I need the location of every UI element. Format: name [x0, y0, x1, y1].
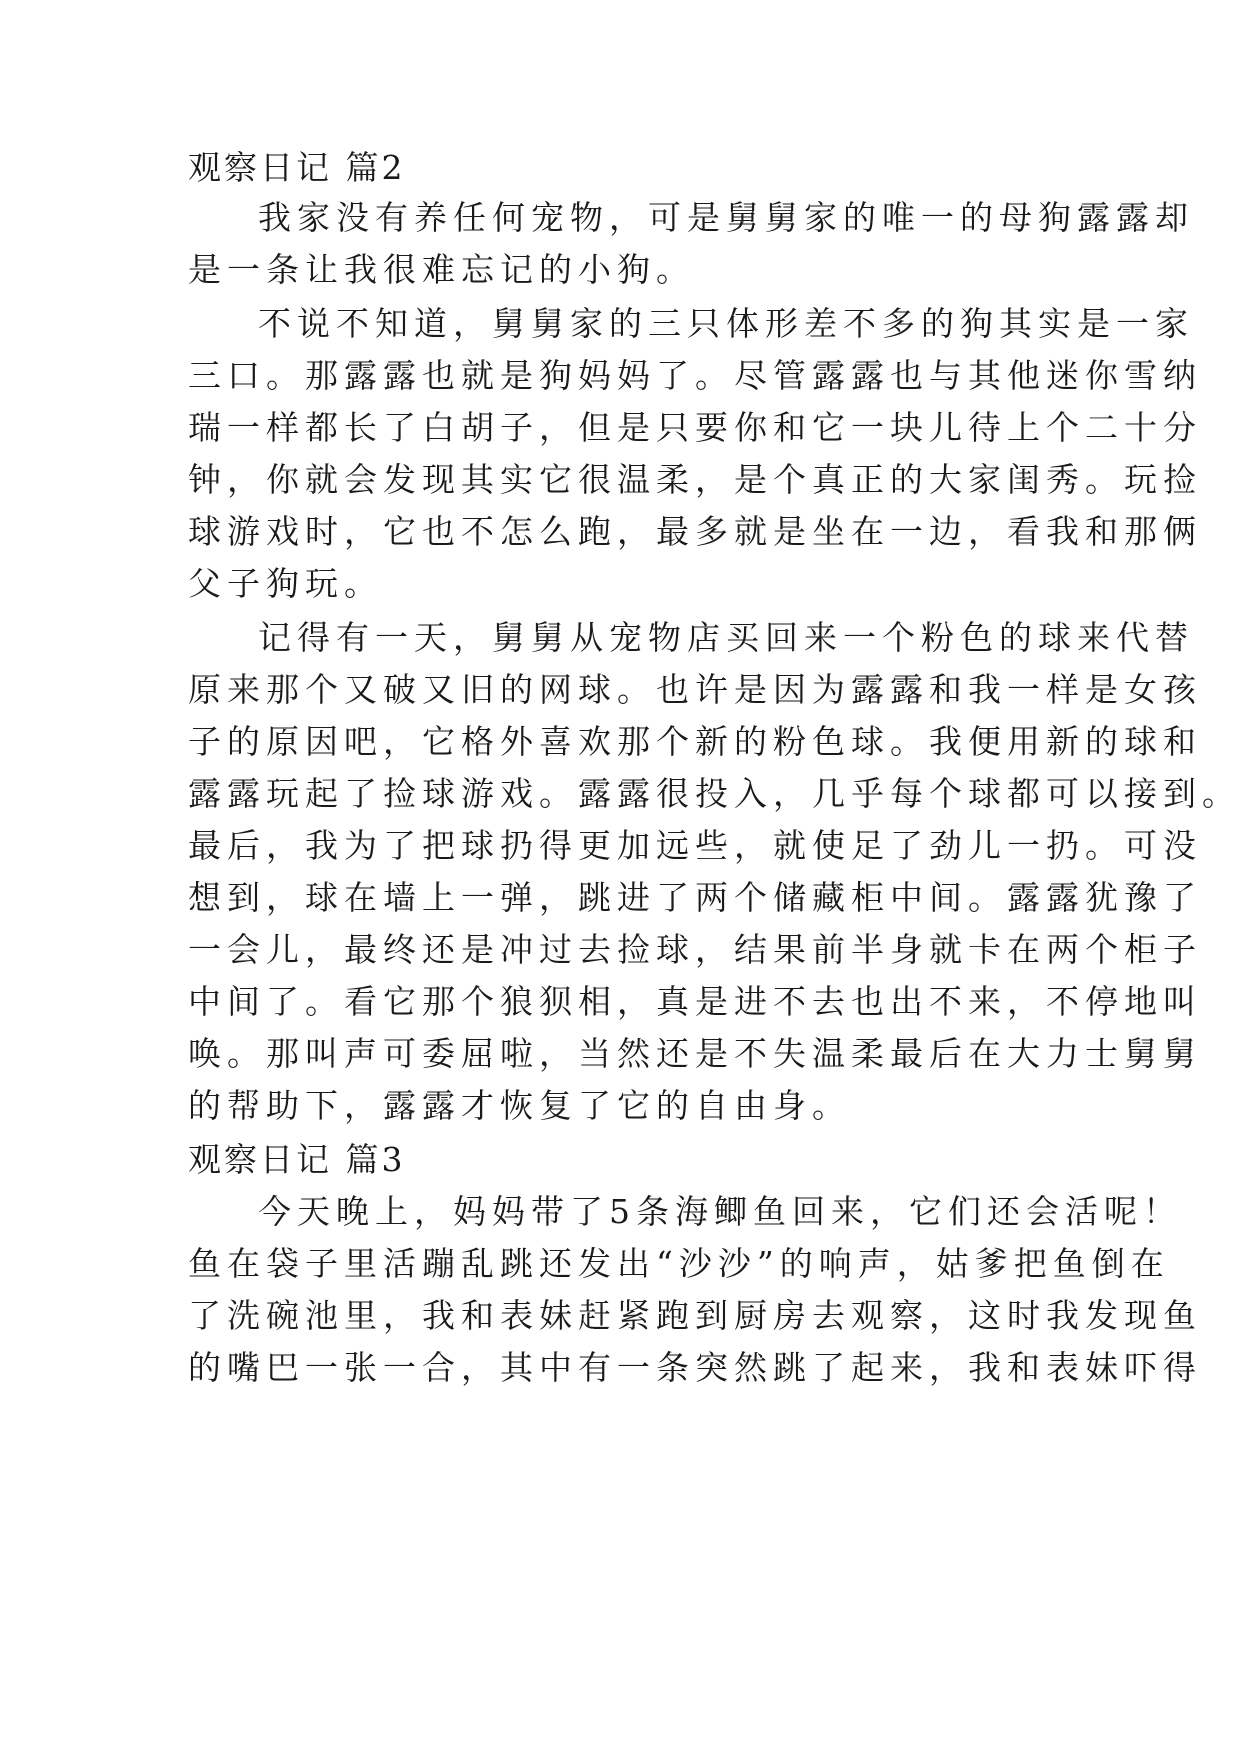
paragraph-line: 的帮助下，露露才恢复了它的自由身。: [188, 1086, 851, 1125]
paragraph-line: 今天晚上，妈妈带了5条海鲫鱼回来，它们还会活呢！: [258, 1192, 1182, 1231]
section-heading: 观察日记 篇3: [188, 1140, 406, 1179]
paragraph-line: 是一条让我很难忘记的小狗。: [188, 250, 695, 289]
paragraph-line: 子的原因吧，它格外喜欢那个新的粉色球。我便用新的球和: [188, 722, 1202, 761]
paragraph-line: 父子狗玩。: [188, 564, 383, 603]
paragraph-line: 钟，你就会发现其实它很温柔，是个真正的大家闺秀。玩捡: [188, 460, 1202, 499]
paragraph-line: 了洗碗池里，我和表妹赶紧跑到厨房去观察，这时我发现鱼: [188, 1296, 1202, 1335]
paragraph-line: 不说不知道，舅舅家的三只体形差不多的狗其实是一家: [258, 304, 1194, 343]
paragraph-line: 想到，球在墙上一弹，跳进了两个储藏柜中间。露露犹豫了: [188, 878, 1202, 917]
paragraph-line: 瑞一样都长了白胡子，但是只要你和它一块儿待上个二十分: [188, 408, 1202, 447]
paragraph-line: 的嘴巴一张一合，其中有一条突然跳了起来，我和表妹吓得: [188, 1348, 1202, 1387]
paragraph-line: 原来那个又破又旧的网球。也许是因为露露和我一样是女孩: [188, 670, 1202, 709]
paragraph-line: 球游戏时，它也不怎么跑，最多就是坐在一边，看我和那俩: [188, 512, 1202, 551]
paragraph-line: 我家没有养任何宠物，可是舅舅家的唯一的母狗露露却: [258, 198, 1194, 237]
paragraph-line: 三口。那露露也就是狗妈妈了。尽管露露也与其他迷你雪纳: [188, 356, 1202, 395]
paragraph-line: 中间了。看它那个狼狈相，真是进不去也出不来，不停地叫: [188, 982, 1202, 1021]
paragraph-line: 唤。那叫声可委屈啦，当然还是不失温柔最后在大力士舅舅: [188, 1034, 1202, 1073]
section-heading: 观察日记 篇2: [188, 148, 406, 187]
paragraph-line: 记得有一天，舅舅从宠物店买回来一个粉色的球来代替: [258, 618, 1194, 657]
paragraph-line: 鱼在袋子里活蹦乱跳还发出“沙沙”的响声，姑爹把鱼倒在: [188, 1244, 1170, 1283]
paragraph-line: 一会儿，最终还是冲过去捡球，结果前半身就卡在两个柜子: [188, 930, 1202, 969]
paragraph-line: 露露玩起了捡球游戏。露露很投入，几乎每个球都可以接到。: [188, 774, 1241, 813]
paragraph-line: 最后，我为了把球扔得更加远些，就使足了劲儿一扔。可没: [188, 826, 1202, 865]
